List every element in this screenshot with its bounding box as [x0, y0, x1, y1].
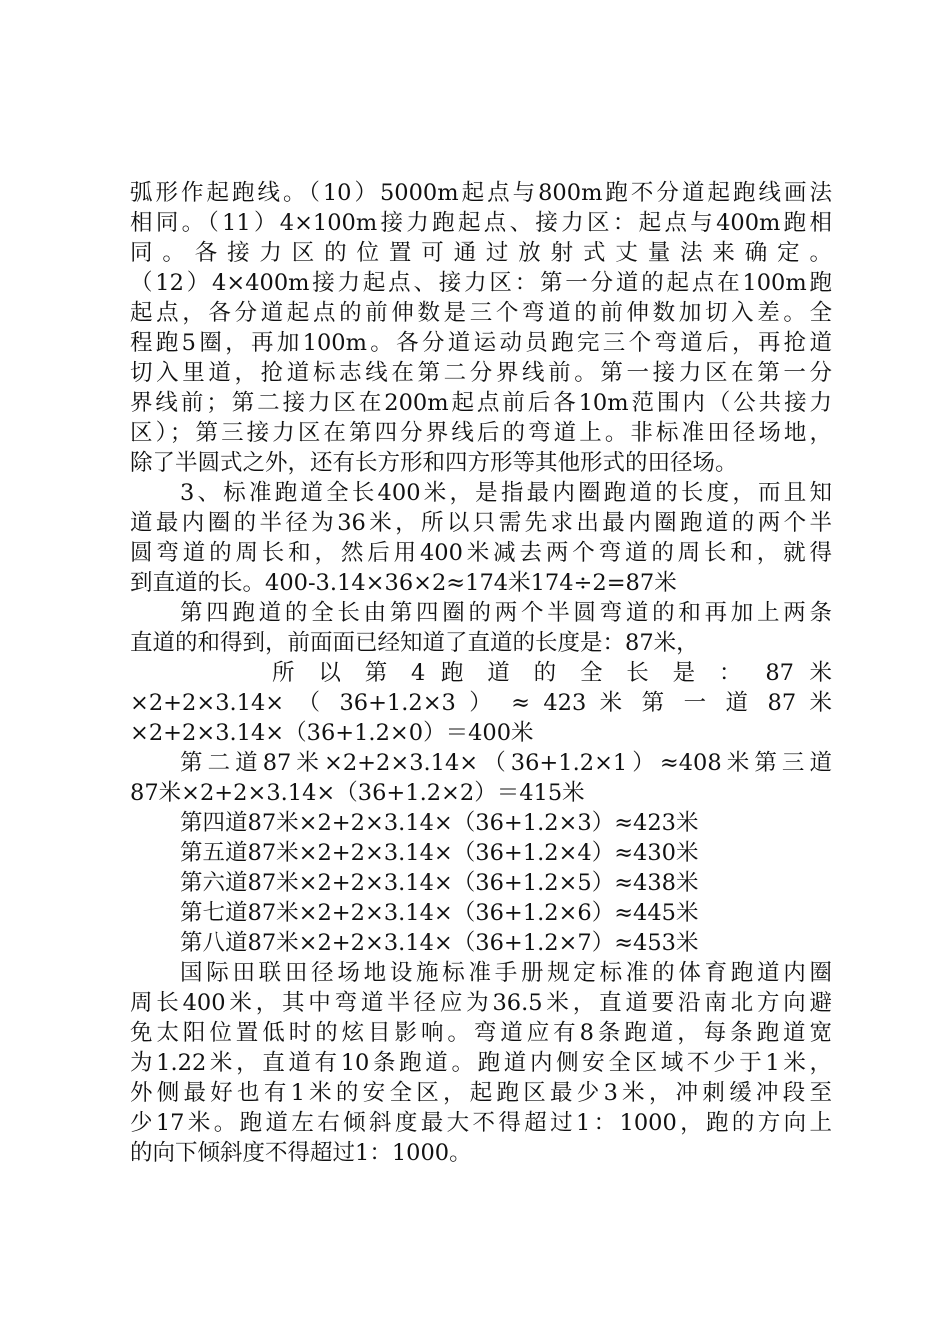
text-line: 弧形作起跑线。（10）5000m起点与800m跑不分道起跑线画法 [130, 180, 832, 206]
text-line: 道最内圈的半径为36米，所以只需先求出最内圈跑道的两个半 [130, 510, 832, 536]
text-line: 圆弯道的周长和，然后用400米减去两个弯道的周长和，就得 [130, 540, 832, 566]
text-line: 第八道87米×2+2×3.14×（36+1.2×7）≈453米 [180, 930, 699, 956]
text-line: ×2+2×3.14× （ 36+1.2×3 ） ≈ 423 米 第 一 道 87 米 [130, 690, 832, 716]
text-line: 第七道87米×2+2×3.14×（36+1.2×6）≈445米 [180, 900, 699, 926]
text-line: 除了半圆式之外，还有长方形和四方形等其他形式的田径场。 [130, 450, 738, 476]
text-line: 国际田联田径场地设施标准手册规定标准的体育跑道内圈 [180, 960, 832, 986]
text-line: 外侧最好也有1米的安全区，起跑区最少3米，冲刺缓冲段至 [130, 1080, 832, 1106]
text-line: 相同。（11）4×100m接力跑起点、接力区：起点与400m跑相 [130, 210, 832, 236]
text-line: 的向下倾斜度不得超过1：1000。 [130, 1140, 472, 1166]
text-line: 第二道87米×2+2×3.14×（36+1.2×1）≈408米第三道 [180, 750, 832, 776]
text-line: 第六道87米×2+2×3.14×（36+1.2×5）≈438米 [180, 870, 699, 896]
text-line: 87米×2+2×3.14×（36+1.2×2）＝415米 [130, 780, 585, 806]
text-line: 程跑5圈，再加100m。各分道运动员跑完三个弯道后，再抢道 [130, 330, 832, 356]
text-line: 第五道87米×2+2×3.14×（36+1.2×4）≈430米 [180, 840, 699, 866]
text-line: 所 以 第 4 跑 道 的 全 长 是 ： 87 米 [272, 660, 832, 686]
text-line: （12）4×400m接力起点、接力区：第一分道的起点在100m跑 [130, 270, 832, 296]
text-line: 到直道的长。400-3.14×36×2≈174米174÷2=87米 [130, 570, 677, 596]
text-line: 区）；第三接力区在第四分界线后的弯道上。非标准田径场地， [130, 420, 832, 446]
text-line: 为1.22米，直道有10条跑道。跑道内侧安全区域不少于1米， [130, 1050, 832, 1076]
text-line: 界线前；第二接力区在200m起点前后各10m范围内（公共接力 [130, 390, 832, 416]
text-line: 直道的和得到，前面面已经知道了直道的长度是：87米， [130, 630, 699, 656]
text-line: 同。各接力区的位置可通过放射式丈量法来确定。 [130, 240, 832, 266]
text-line: 起点，各分道起点的前伸数是三个弯道的前伸数加切入差。全 [130, 300, 832, 326]
text-line: 周长400米，其中弯道半径应为36.5米，直道要沿南北方向避 [130, 990, 832, 1016]
text-line: 3、标准跑道全长400米，是指最内圈跑道的长度，而且知 [180, 480, 832, 506]
text-line: 免太阳位置低时的炫目影响。弯道应有8条跑道，每条跑道宽 [130, 1020, 832, 1046]
text-line: 少17米。跑道左右倾斜度最大不得超过1：1000，跑的方向上 [130, 1110, 832, 1136]
text-line: 切入里道，抢道标志线在第二分界线前。第一接力区在第一分 [130, 360, 832, 386]
text-line: 第四跑道的全长由第四圈的两个半圆弯道的和再加上两条 [180, 600, 832, 626]
text-line: 第四道87米×2+2×3.14×（36+1.2×3）≈423米 [180, 810, 699, 836]
text-line: ×2+2×3.14×（36+1.2×0）＝400米 [130, 720, 534, 746]
